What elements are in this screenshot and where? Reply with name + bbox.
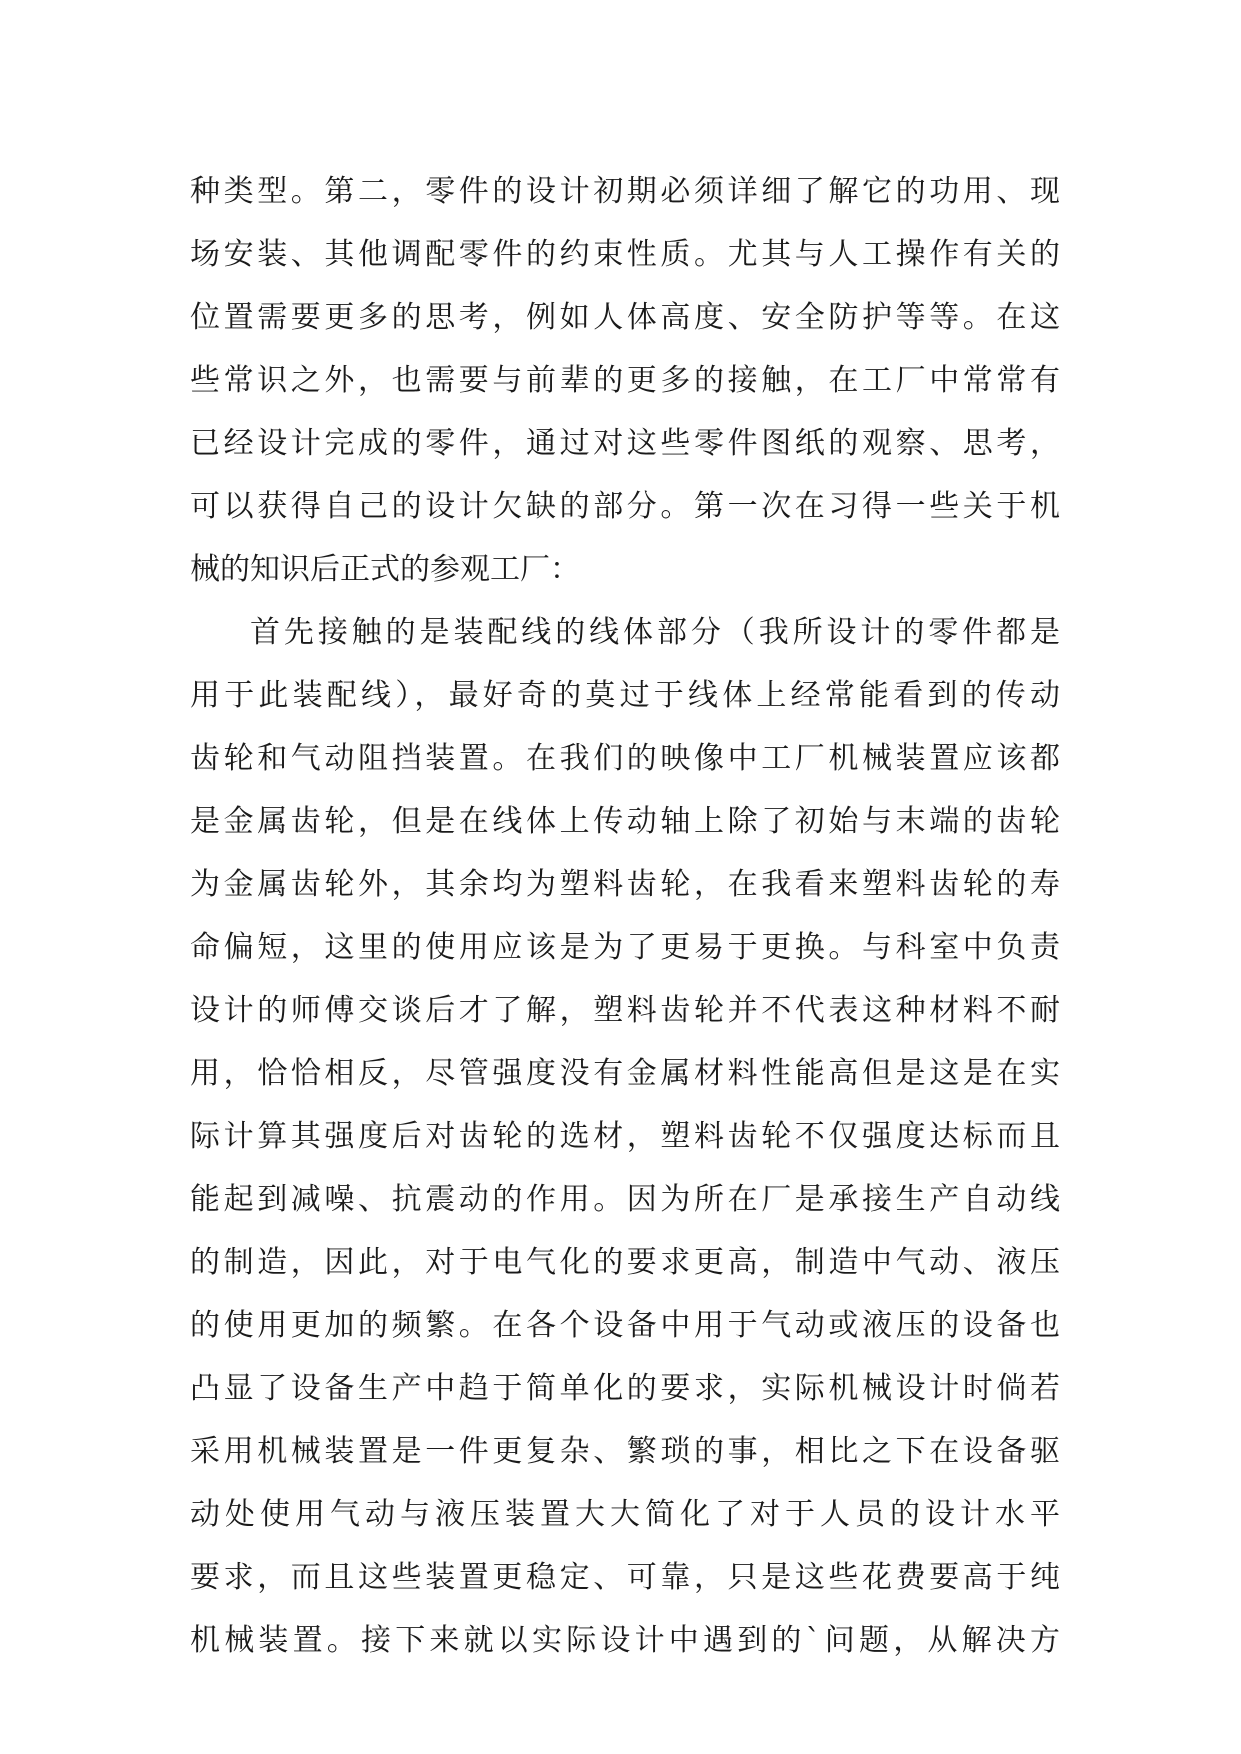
text-line: 凸显了设备生产中趋于简单化的要求，实际机械设计时倘若 [190,1371,1060,1406]
text-line: 要求，而且这些装置更稳定、可靠，只是这些花费要高于纯 [190,1560,1060,1595]
text-line: 已经设计完成的零件，通过对这些零件图纸的观察、思考， [190,426,1060,461]
text-line: 可以获得自己的设计欠缺的部分。第一次在习得一些关于机 [190,489,1060,524]
text-line: 动处使用气动与液压装置大大简化了对于人员的设计水平 [190,1497,1060,1532]
body-text [190,160,1060,1672]
text-line: 设计的师傅交谈后才了解，塑料齿轮并不代表这种材料不耐 [190,993,1060,1028]
text-line: 用于此装配线），最好奇的莫过于线体上经常能看到的传动 [190,678,1060,713]
text-line: 际计算其强度后对齿轮的选材，塑料齿轮不仅强度达标而且 [190,1119,1060,1154]
paragraph-first-line: 首先接触的是装配线的线体部分（我所设计的零件都是 [250,615,1060,650]
text-line: 用，恰恰相反，尽管强度没有金属材料性能高但是这是在实 [190,1056,1060,1091]
text-line: 机械装置。接下来就以实际设计中遇到的`问题，从解决方 [190,1623,1060,1658]
text-line: 是金属齿轮，但是在线体上传动轴上除了初始与末端的齿轮 [190,804,1060,839]
text-line: 命偏短，这里的使用应该是为了更易于更换。与科室中负责 [190,930,1060,965]
text-line: 场安装、其他调配零件的约束性质。尤其与人工操作有关的 [190,237,1060,272]
text-line: 齿轮和气动阻挡装置。在我们的映像中工厂机械装置应该都 [190,741,1060,776]
text-line: 的制造，因此，对于电气化的要求更高，制造中气动、液压 [190,1245,1060,1280]
text-line: 采用机械装置是一件更复杂、繁琐的事，相比之下在设备驱 [190,1434,1060,1469]
text-line: 些常识之外，也需要与前辈的更多的接触，在工厂中常常有 [190,363,1060,398]
text-line: 为金属齿轮外，其余均为塑料齿轮，在我看来塑料齿轮的寿 [190,867,1060,902]
text-line: 械的知识后正式的参观工厂： [190,552,580,587]
text-line: 的使用更加的频繁。在各个设备中用于气动或液压的设备也 [190,1308,1060,1343]
text-line: 位置需要更多的思考，例如人体高度、安全防护等等。在这 [190,300,1060,335]
text-line: 能起到减噪、抗震动的作用。因为所在厂是承接生产自动线 [190,1182,1060,1217]
text-line: 种类型。第二，零件的设计初期必须详细了解它的功用、现 [190,174,1060,209]
